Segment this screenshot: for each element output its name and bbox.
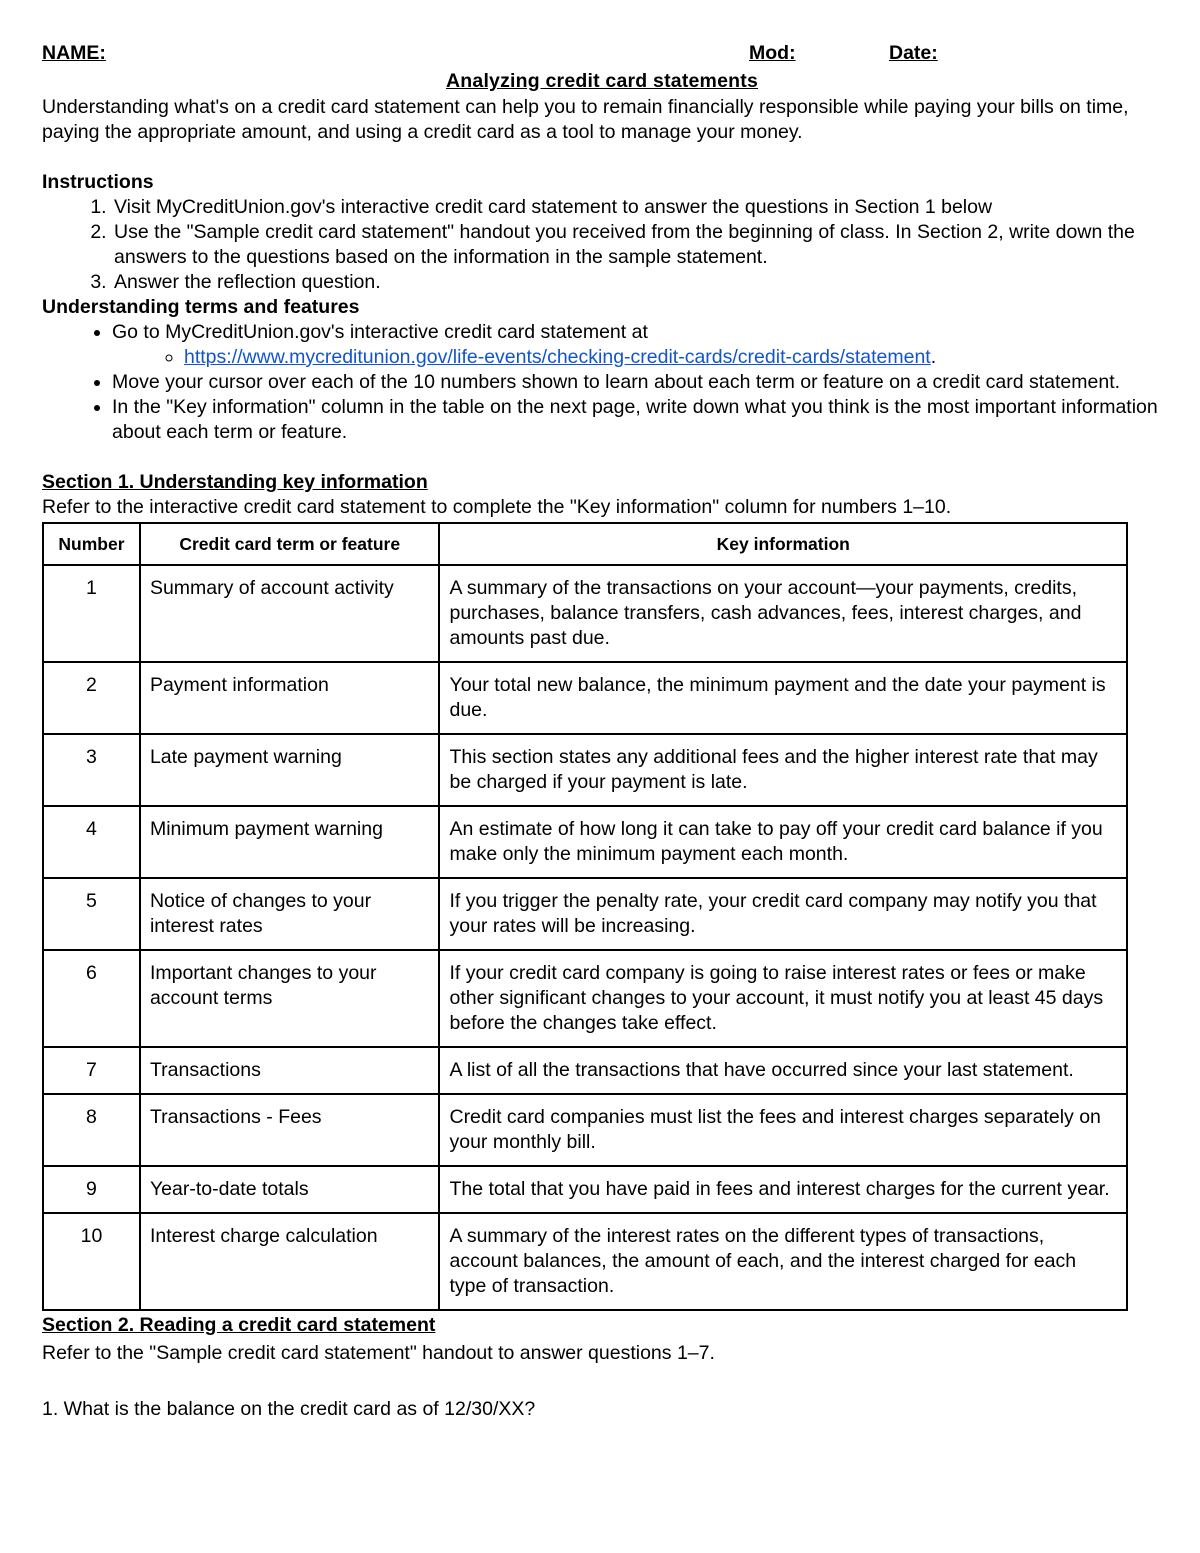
row-number: 3 bbox=[43, 734, 140, 806]
instruction-item: 1. Visit MyCreditUnion.gov's interactive credit card statement to answer the questions in Section 1 below bbox=[112, 195, 1162, 220]
table-row bbox=[43, 734, 1127, 806]
table-row bbox=[43, 1094, 1127, 1166]
table-row bbox=[43, 565, 1127, 662]
section1-heading: Section 1. Understanding key information bbox=[42, 471, 428, 493]
question-1: 1. What is the balance on the credit card as of 12/30/XX? bbox=[42, 1398, 536, 1420]
table-row bbox=[43, 1213, 1127, 1310]
terms-subitem bbox=[184, 345, 1162, 370]
row-info: A list of all the transactions that have occurred since your last statement. bbox=[439, 1047, 1127, 1094]
terms-bullet: • In the "Key information" column in the table on the next page, write down what you think is the most important information about each term or feature. bbox=[112, 395, 1162, 445]
table-row bbox=[43, 1166, 1127, 1213]
instruction-item: 3. Answer the reflection question. bbox=[112, 270, 1162, 295]
section2-text: Refer to the "Sample credit card statement" handout to answer questions 1–7. bbox=[42, 1342, 715, 1364]
row-info: If you trigger the penalty rate, your credit card company may notify you that your rates will be increasing. bbox=[439, 878, 1127, 950]
terms-list bbox=[42, 320, 1162, 445]
column-header-term: Credit card term or feature bbox=[140, 523, 440, 565]
row-info: Your total new balance, the minimum payment and the date your payment is due. bbox=[439, 662, 1127, 734]
date-label: Date: bbox=[889, 42, 938, 64]
row-term: Transactions - Fees bbox=[140, 1094, 440, 1166]
row-info: This section states any additional fees and the higher interest rate that may be charged if your payment is late. bbox=[439, 734, 1127, 806]
spacer bbox=[42, 1366, 1162, 1391]
row-term: Notice of changes to your interest rates bbox=[140, 878, 440, 950]
header-row bbox=[42, 42, 1162, 68]
intro-paragraph: Understanding what's on a credit card statement can help you to remain financially responsible while paying your bills on time, paying the appropriate amount, and using a credit card as a tool to manage your money. bbox=[42, 96, 1129, 143]
table-header-row bbox=[43, 523, 1127, 565]
row-term: Transactions bbox=[140, 1047, 440, 1094]
row-term: Summary of account activity bbox=[140, 565, 440, 662]
table-row bbox=[43, 662, 1127, 734]
statement-link[interactable]: https://www.mycreditunion.gov/life-events/checking-credit-cards/credit-cards/statement bbox=[184, 346, 931, 368]
terms-bullet-text: Go to MyCreditUnion.gov's interactive credit card statement at bbox=[112, 321, 648, 343]
instruction-item: 2. Use the "Sample credit card statement" handout you received from the beginning of class. In Section 2, write down the answers to the questions based on the information in the sample statement. bbox=[112, 220, 1162, 270]
terms-heading: Understanding terms and features bbox=[42, 296, 360, 318]
document-title: Analyzing credit card statements bbox=[446, 70, 758, 92]
row-number: 2 bbox=[43, 662, 140, 734]
section1-text: Refer to the interactive credit card statement to complete the "Key information" column for numbers 1–10. bbox=[42, 496, 952, 518]
row-number: 1 bbox=[43, 565, 140, 662]
row-number: 9 bbox=[43, 1166, 140, 1213]
key-info-table bbox=[42, 522, 1128, 1311]
spacer bbox=[42, 445, 1162, 470]
instructions-heading: Instructions bbox=[42, 171, 154, 193]
name-label: NAME: bbox=[42, 42, 106, 64]
row-number: 10 bbox=[43, 1213, 140, 1310]
instructions-list bbox=[42, 195, 1162, 295]
column-header-number: Number bbox=[43, 523, 140, 565]
row-number: 5 bbox=[43, 878, 140, 950]
spacer bbox=[42, 145, 1162, 170]
row-term: Payment information bbox=[140, 662, 440, 734]
row-info: An estimate of how long it can take to pay off your credit card balance if you make only the minimum payment each month. bbox=[439, 806, 1127, 878]
column-header-info: Key information bbox=[439, 523, 1127, 565]
row-term: Year-to-date totals bbox=[140, 1166, 440, 1213]
row-info: A summary of the transactions on your account—your payments, credits, purchases, balance transfers, cash advances, fees, interest charges, and amounts past due. bbox=[439, 565, 1127, 662]
row-term: Late payment warning bbox=[140, 734, 440, 806]
row-info: The total that you have paid in fees and interest charges for the current year. bbox=[439, 1166, 1127, 1213]
section2-heading: Section 2. Reading a credit card statement bbox=[42, 1314, 436, 1336]
terms-sublist bbox=[112, 345, 1162, 370]
link-suffix: . bbox=[930, 346, 937, 368]
row-term: Important changes to your account terms bbox=[140, 950, 440, 1047]
table-row bbox=[43, 806, 1127, 878]
row-number: 6 bbox=[43, 950, 140, 1047]
row-info: Credit card companies must list the fees and interest charges separately on your monthly bill. bbox=[439, 1094, 1127, 1166]
row-number: 4 bbox=[43, 806, 140, 878]
table-row bbox=[43, 878, 1127, 950]
row-term: Interest charge calculation bbox=[140, 1213, 440, 1310]
row-number: 7 bbox=[43, 1047, 140, 1094]
terms-bullet bbox=[112, 320, 1162, 370]
row-info: If your credit card company is going to raise interest rates or fees or make other significant changes to your account, it must notify you at least 45 days before the changes take effect. bbox=[439, 950, 1127, 1047]
table-row bbox=[43, 1047, 1127, 1094]
row-number: 8 bbox=[43, 1094, 140, 1166]
document-page bbox=[42, 42, 1162, 1422]
mod-label: Mod: bbox=[749, 42, 796, 64]
terms-bullet: • Move your cursor over each of the 10 numbers shown to learn about each term or feature on a credit card statement. bbox=[112, 370, 1162, 395]
row-term: Minimum payment warning bbox=[140, 806, 440, 878]
row-info: A summary of the interest rates on the different types of transactions, account balances, the amount of each, and the interest charged for each type of transaction. bbox=[439, 1213, 1127, 1310]
table-row bbox=[43, 950, 1127, 1047]
